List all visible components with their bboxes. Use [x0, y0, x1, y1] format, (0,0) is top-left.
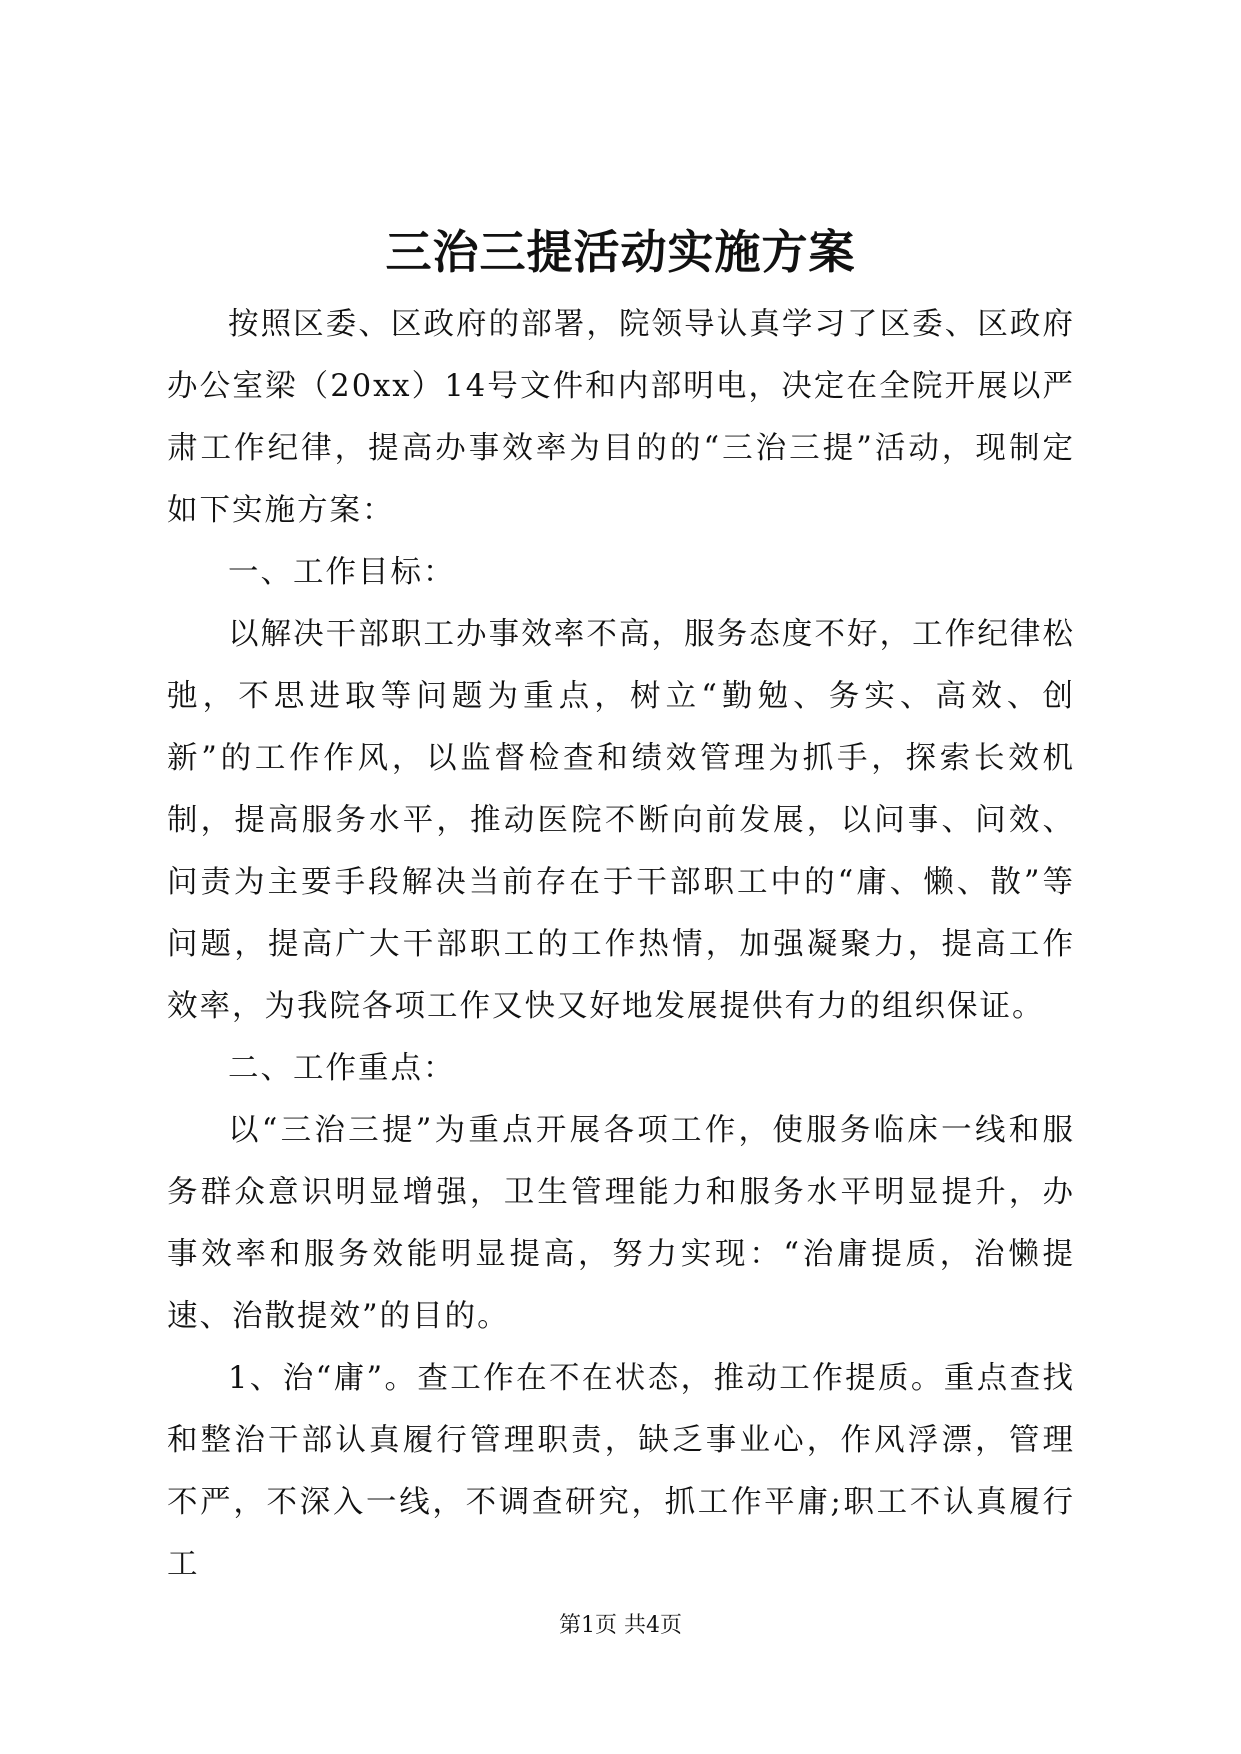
- heading-work-goals: 一、工作目标：: [228, 555, 456, 590]
- page-number-footer: 第1页 共4页: [559, 1613, 682, 1638]
- paragraph-work-focus: 以“三治三提”为重点开展各项工作，使服务临床一线和服务群众意识明显增强，卫生管理能力和服务水平明显提升，办事效率和服务效能明显提高，努力实现：“治庸提质，治懒提速、治散提效”的目的。: [167, 1113, 1075, 1334]
- document-title: 三治三提活动实施方案: [385, 225, 856, 279]
- paragraph-work-goals: 以解决干部职工办事效率不高，服务态度不好，工作纪律松弛，不思进取等问题为重点，树立“勤勉、务实、高效、创新”的工作作风，以监督检查和绩效管理为抓手，探索长效机制，提高服务水平，推动医院不断向前发展，以问事、问效、问责为主要手段解决当前存在于干部职工中的“庸、懒、散”等问题，提高广大干部职工的工作热情，加强凝聚力，提高工作效率，为我院各项工作又快又好地发展提供有力的组织保证。: [167, 617, 1075, 1024]
- document-body: [167, 294, 1075, 1596]
- paragraph-item-1: 1、治“庸”。查工作在不在状态，推动工作提质。重点查找和整治干部认真履行管理职责，缺乏事业心，作风浮漂，管理不严，不深入一线，不调查研究，抓工作平庸;职工不认真履行工: [167, 1361, 1075, 1582]
- heading-work-focus: 二、工作重点：: [228, 1051, 456, 1086]
- paragraph-intro: 按照区委、区政府的部署，院领导认真学习了区委、区政府办公室梁（20xx）14号文件和内部明电，决定在全院开展以严肃工作纪律，提高办事效率为目的的“三治三提”活动，现制定如下实施方案：: [167, 307, 1075, 528]
